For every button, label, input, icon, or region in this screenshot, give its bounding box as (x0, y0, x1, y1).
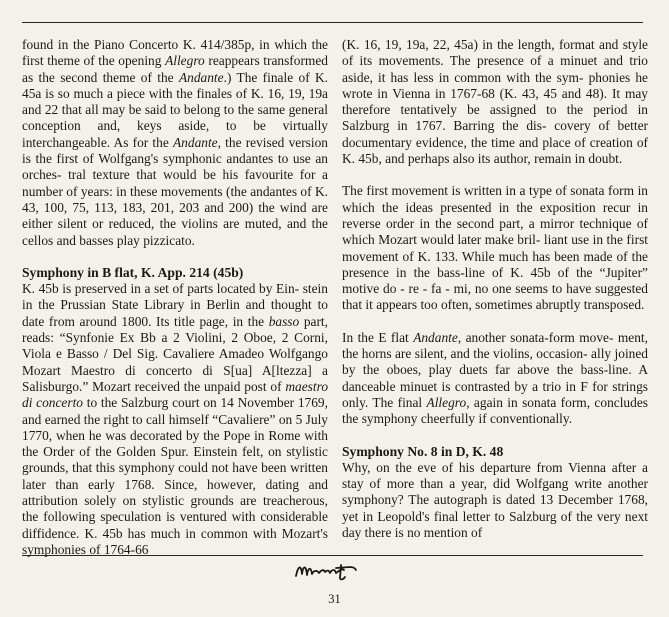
right-paragraph-2: The first movement is written in a type of sonata form in which the ideas presented in the exposition recur in reverse order in the second part, a mirror technique of which Mozart would later make bril- liant use in the first movement of K. 133. While much has been made of the presence in the bass-line of K. 45b of the “Jupiter” motive do - re - fa - mi, no one seems to have suggested that it appears too often, sometimes abruptly transposed. (342, 183, 648, 313)
left-paragraph-1: found in the Piano Concerto K. 414/385p, in which the first theme of the opening Allegro reappears transformed as the second theme of the Andante.) The finale of K. 45a is so much a piece with the finales of K. 16, 19, 19a and 22 that all may be said to belong to the same general conception and, keys aside, to be virtually interchangeable. As for the Andante, the revised version is the first of Wolfgang's symphonic andantes to use an orches- tral texture that would be his favourite for a number of years: in these movements (the andantes of K. 43, 100, 75, 113, 183, 201, 203 and 200) the wind are either silent or reduced, the violins are muted, and the cellos and basses play pizzicato. (22, 37, 329, 248)
mozart-signature-logo (292, 558, 362, 584)
right-paragraph-4: Why, on the eve of his departure from Vienna after a stay of more than a year, did Wolfgang write another symphony? The autograph is dated 13 December 1768, yet in Leopold's final letter to Salzburg of the very next day there is no mention of (342, 459, 648, 541)
section-heading-k48: Symphony No. 8 in D, K. 48 (342, 443, 504, 459)
top-rule (22, 22, 643, 23)
right-paragraph-3: In the E flat Andante, another sonata-form move- ment, the horns are silent, and the violins, occasion- ally joined by the oboes, play duets far above the bass-line. A danceable minuet is contrasted by a trio in F for strings only. The final Allegro, again in sonata form, concludes the symphony cheerfully if conventionally. (342, 329, 649, 427)
right-column (342, 37, 648, 541)
right-paragraph-1: (K. 16, 19, 19a, 22, 45a) in the length, format and style of its movements. The presence of a minuet and trio aside, it has less in common with the sym- phonies he wrote in Vienna in 1767-68 (K. 43, 45 and 48). It may therefore tentatively be assigned to the period in Salzburg in 1767. Barring the dis- covery of better documentary evidence, the time and place of creation of K. 45b, and perhaps also its author, remain in doubt. (342, 37, 648, 167)
section-heading-k45b: Symphony in B flat, K. App. 214 (45b) (22, 264, 244, 280)
left-paragraph-2: K. 45b is preserved in a set of parts located by Ein- stein in the Prussian State Library in Berlin and thought to date from around 1800. Its title page, in the basso part, reads: “Synfonie Ex Bb a 2 Violini, 2 Oboe, 2 Corni, Viola e Basso / Del Sig. Cavaliere Amadeo Wolfgango Mozart Maestro di concerto di S[ua] A[ltezza] a Salisburgo.” Mozart received the unpaid post of maestro di concerto to the Salzburg court on 14 November 1769, and earned the right to call himself “Cavaliere” on 5 July 1770, when he was decorated by the Pope in Rome with the Order of the Golden Spur. Einstein felt, on stylistic grounds, that this symphony could not have been written later than early 1768. Since, however, dating and attribution solely on stylistic grounds are treacherous, the following speculation is ventured with considerable diffidence. K. 45b has much in common with Mozart's symphonies of 1764-66 (22, 281, 329, 557)
left-column (22, 37, 328, 558)
bottom-rule (22, 555, 643, 556)
page-number: 31 (328, 592, 341, 606)
